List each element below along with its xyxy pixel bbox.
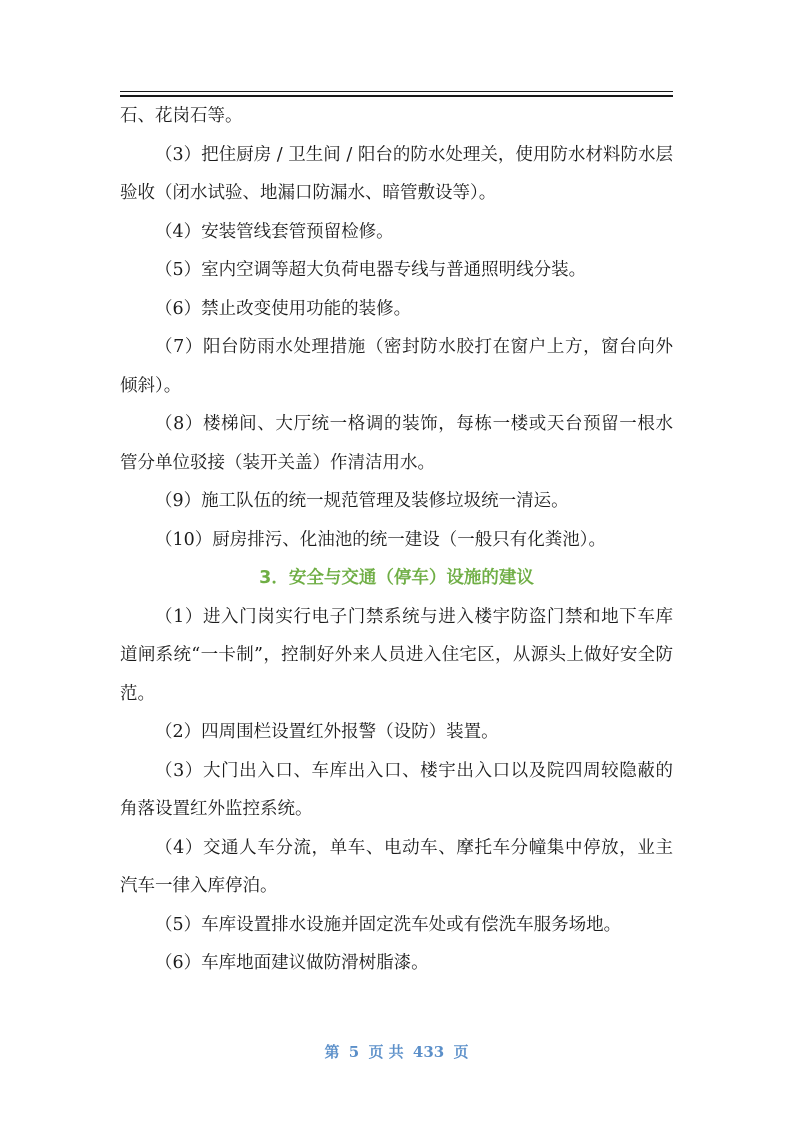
section-heading: 3．安全与交通（停车）设施的建议 bbox=[259, 568, 534, 588]
footer-current-page: 5 bbox=[348, 1043, 360, 1061]
paragraph-item-10: （10）厨房排污、化油池的统一建设（一般只有化粪池）。 bbox=[155, 529, 607, 550]
paragraph-safety-4: （4）交通人车分流，单车、电动车、摩托车分幢集中停放，业主汽车一律入库停泊。 bbox=[120, 837, 673, 896]
paragraph-item-7: （7）阳台防雨水处理措施（密封防水胶打在窗户上方，窗台向外倾斜）。 bbox=[120, 337, 673, 396]
footer-mid: 页 共 bbox=[368, 1043, 404, 1061]
header-rule-top bbox=[120, 91, 673, 92]
paragraph-item-3: （3）把住厨房 / 卫生间 / 阳台的防水处理关，使用防水材料防水层验收（闭水试验、地漏口防漏水、暗管敷设等）。 bbox=[120, 144, 673, 203]
footer-total-pages: 433 bbox=[412, 1043, 445, 1061]
document-body bbox=[120, 97, 673, 983]
footer-suffix: 页 bbox=[453, 1043, 469, 1061]
paragraph-safety-6: （6）车库地面建议做防滑树脂漆。 bbox=[155, 953, 429, 973]
paragraph-safety-5: （5）车库设置排水设施并固定洗车处或有偿洗车服务场地。 bbox=[155, 914, 622, 935]
footer-prefix: 第 bbox=[324, 1043, 340, 1061]
paragraph-item-8: （8）楼梯间、大厅统一格调的装饰，每栋一楼或天台预留一根水管分单位驳接（装开关盖）作清洁用水。 bbox=[120, 414, 673, 473]
paragraph-item-9: （9）施工队伍的统一规范管理及装修垃圾统一清运。 bbox=[155, 491, 569, 511]
paragraph-item-6: （6）禁止改变使用功能的装修。 bbox=[155, 298, 412, 319]
paragraph-continuation: 石、花岗石等。 bbox=[120, 106, 243, 126]
paragraph-safety-3: （3）大门出入口、车库出入口、楼宇出入口以及院四周较隐蔽的角落设置红外监控系统。 bbox=[120, 760, 673, 819]
page-footer bbox=[0, 1041, 793, 1062]
paragraph-safety-2: （2）四周围栏设置红外报警（设防）装置。 bbox=[155, 722, 499, 742]
paragraph-safety-1: （1）进入门岗实行电子门禁系统与进入楼宇防盗门禁和地下车库道闸系统“一卡制”，控制好外来人员进入住宅区，从源头上做好安全防范。 bbox=[120, 606, 673, 704]
paragraph-item-4: （4）安装管线套管预留检修。 bbox=[155, 221, 394, 242]
paragraph-item-5: （5）室内空调等超大负荷电器专线与普通照明线分装。 bbox=[155, 260, 587, 280]
